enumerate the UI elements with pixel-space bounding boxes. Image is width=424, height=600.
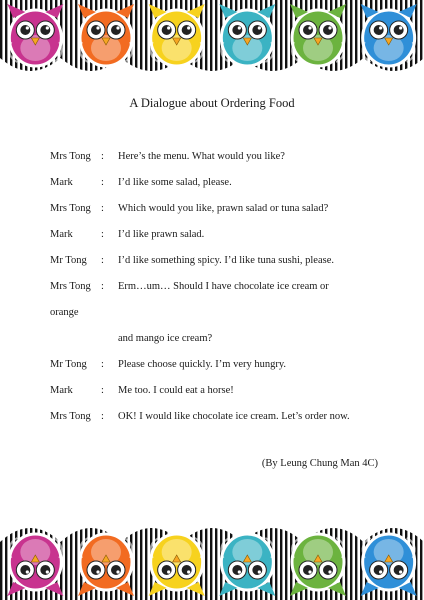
owl-icon [149,534,205,596]
speaker-colon: : [101,229,104,240]
speech-text: I’d like prawn salad. [118,229,205,240]
speaker-name: Mrs Tong [50,151,91,162]
speaker-name: Mr Tong [50,255,87,266]
speech-text: Which would you like, prawn salad or tuna salad? [118,203,329,214]
speaker-name: Mark [50,385,73,396]
owl-icon [78,534,134,596]
owl-border-top-art [0,0,424,80]
speaker-colon: : [101,177,104,188]
owl-border-bottom-art [0,518,424,600]
speaker-colon: : [101,385,104,396]
speaker-colon: : [101,411,104,422]
owl-icon [149,4,205,66]
dialogue-line [0,200,424,218]
page-title: A Dialogue about Ordering Food [129,96,295,110]
speech-text: and mango ice cream? [118,333,213,344]
speaker-name: Mrs Tong [50,281,91,292]
owl-icon [290,534,346,596]
dialogue-line [0,278,424,296]
owl-icon [219,534,275,596]
speaker-name: Mr Tong [50,359,87,370]
dialogue-continuation [0,304,424,322]
owl-icon [78,4,134,66]
owl-icon [290,4,346,66]
speaker-colon: : [101,203,104,214]
owl-icon [361,4,417,66]
speaker-name: Mark [50,229,73,240]
speech-text: OK! I would like chocolate ice cream. Let’s order now. [118,411,350,422]
speaker-colon: : [101,281,104,292]
dialogue-line [0,356,424,374]
dialogue-line [0,408,424,426]
dialogue-line [0,252,424,270]
speech-text: orange [50,307,79,318]
speaker-name: Mrs Tong [50,203,91,214]
owl-icon [361,534,417,596]
speech-text: Erm…um… Should I have chocolate ice cream or [118,281,329,292]
speech-text: I’d like some salad, please. [118,177,232,188]
speaker-name: Mrs Tong [50,411,91,422]
speaker-colon: : [101,255,104,266]
speech-text: I’d like something spicy. I’d like tuna sushi, please. [118,255,334,266]
dialogue-line [0,148,424,166]
bottom-owl-border [0,518,424,600]
speaker-name: Mark [50,177,73,188]
owl-icon [219,4,275,66]
speech-text: Here’s the menu. What would you like? [118,151,285,162]
speaker-colon: : [101,359,104,370]
speech-text: Me too. I could eat a horse! [118,385,234,396]
dialogue-continuation [0,330,424,348]
speaker-colon: : [101,151,104,162]
owl-icon [7,534,63,596]
top-owl-border [0,0,424,80]
author-credit: (By Leung Chung Man 4C) [261,458,378,469]
speech-text: Please choose quickly. I’m very hungry. [118,359,287,370]
dialogue-line [0,382,424,400]
dialogue-line [0,226,424,244]
dialogue-line [0,174,424,192]
owl-icon [7,4,63,66]
